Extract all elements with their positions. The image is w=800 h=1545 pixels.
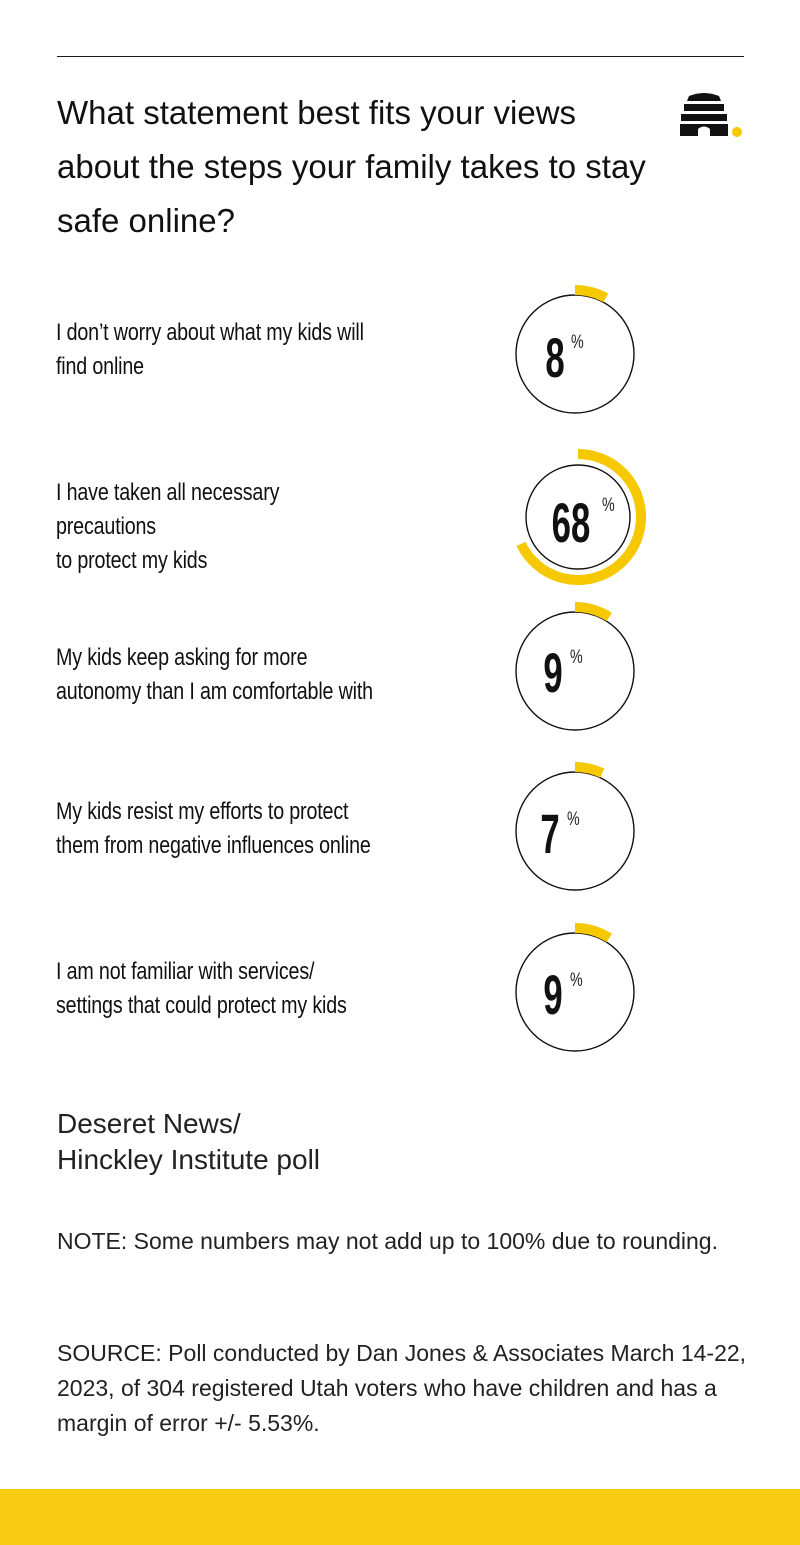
source-note: SOURCE: Poll conducted by Dan Jones & Associates March 14-22, 2023, of 304 registered Utah voters who have children and has a margin of error +/- 5.53%.	[57, 1340, 747, 1436]
beehive-icon	[677, 92, 747, 142]
donut-chart-2	[510, 440, 660, 590]
percent-sign-2: %	[602, 495, 615, 516]
percent-value-4: 7	[540, 802, 560, 865]
donut-arc-9	[575, 928, 609, 938]
percent-value-1: 8	[545, 326, 565, 389]
top-divider	[57, 56, 744, 57]
donut-chart-1	[500, 279, 650, 429]
percent-value-5: 9	[543, 963, 563, 1026]
percent-sign-5: %	[570, 970, 583, 991]
donut-arc-8	[575, 290, 606, 298]
rounding-note: NOTE: Some numbers may not add up to 100% due to rounding.	[57, 1228, 718, 1254]
donut-chart-3	[500, 596, 650, 746]
chart-title: What statement best fits your views about the steps your family takes to stay safe online?	[57, 94, 646, 239]
row-label-5: I am not familiar with services/ settings that could protect my kids	[56, 958, 347, 1019]
poll-attribution: Deseret News/ Hinckley Institute poll	[57, 1108, 321, 1175]
row-label-3: My kids keep asking for more autonomy than I am comfortable with	[56, 644, 373, 705]
row-label-4: My kids resist my efforts to protect them from negative influences online	[56, 798, 371, 859]
footer-accent-bar	[0, 1489, 800, 1545]
donut-chart-4	[500, 756, 650, 906]
percent-value-2: 68	[551, 491, 591, 554]
percent-sign-3: %	[570, 647, 583, 668]
row-label-1: I don’t worry about what my kids will find online	[56, 319, 364, 380]
donut-chart-5	[500, 917, 650, 1067]
percent-sign-1: %	[571, 332, 584, 353]
donut-arc-9	[575, 607, 609, 617]
row-label-2: I have taken all necessary precautions to protect my kids	[56, 479, 280, 574]
percent-value-3: 9	[543, 641, 563, 704]
percent-sign-4: %	[567, 809, 580, 830]
